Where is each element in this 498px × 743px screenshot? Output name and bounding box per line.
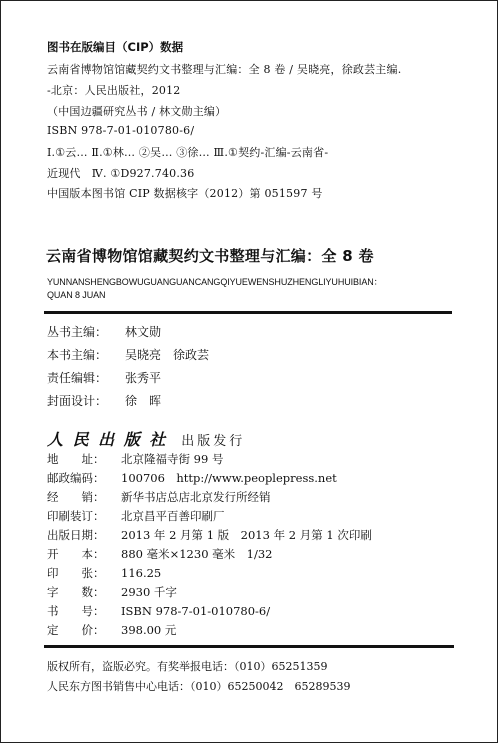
pub-info-value: 北京隆福寺街 99 号 (121, 452, 224, 466)
pub-info-value: ISBN 978-7-01-010780-6/ (121, 604, 271, 618)
pub-info-value: 116.25 (121, 566, 162, 580)
cip-line: 中国版本图书馆 CIP 数据核字（2012）第 051597 号 (47, 187, 323, 200)
divider-rule (44, 311, 452, 314)
credit-row (47, 346, 209, 363)
pub-info-row (47, 584, 177, 600)
pub-info-label: 地 址： (47, 452, 105, 466)
cip-line: 近现代 Ⅳ. ①D927.740.36 (47, 167, 195, 180)
publisher-line (47, 427, 245, 450)
pub-info-value: 398.00 元 (121, 623, 177, 637)
pub-info-row (47, 527, 372, 543)
pub-info-row (47, 470, 337, 486)
cip-heading: 图书在版编目（CIP）数据 (47, 40, 184, 54)
pub-info-value: 880 毫米×1230 毫米 1/32 (121, 547, 273, 561)
credit-value: 徐 晖 (125, 394, 162, 408)
copyright-line: 版权所有，盗版必究。有奖举报电话：（010）65251359 (47, 660, 328, 673)
credit-row (47, 323, 161, 340)
pub-info-row (47, 508, 225, 524)
pub-info-label: 邮政编码： (47, 471, 105, 485)
credit-value: 林文勋 (125, 325, 162, 339)
credit-row (47, 392, 161, 409)
book-title-pinyin-line2: QUAN 8 JUAN (47, 290, 106, 300)
sales-phone-line: 人民东方图书销售中心电话：（010）65250042 65289539 (47, 680, 351, 693)
pub-info-value: 2930 千字 (121, 585, 177, 599)
pub-info-row (47, 622, 176, 638)
pub-info-label: 开 本： (47, 547, 105, 561)
publisher-logo: 人 民 出 版 社 (47, 430, 168, 449)
cip-line: （中国边疆研究丛书 / 林文勋主编） (47, 105, 227, 118)
credit-value: 吴晓亮 徐政芸 (125, 348, 210, 362)
credit-label: 本书主编： (47, 348, 108, 362)
cip-line: -北京：人民出版社，2012 (47, 84, 181, 97)
pub-info-label: 经 销： (47, 490, 105, 504)
publisher-issue: 出版发行 (181, 434, 246, 449)
pub-info-row (47, 603, 270, 619)
pub-info-label: 印刷装订： (47, 509, 105, 523)
pub-info-row (47, 546, 273, 562)
cip-line: Ⅰ.①云… Ⅱ.①林… ②吴… ③徐… Ⅲ.①契约-汇编-云南省- (47, 146, 329, 159)
pub-info-row (47, 565, 161, 581)
pub-info-label: 书 号： (47, 604, 105, 618)
credit-label: 封面设计： (47, 394, 108, 408)
pub-info-value: 新华书店总店北京发行所经销 (121, 490, 271, 504)
cip-line: 云南省博物馆馆藏契约文书整理与汇编：全 8 卷 / 吴晓亮，徐政芸主编. (47, 63, 402, 76)
pub-info-label: 出版日期： (47, 528, 105, 542)
credit-row (47, 369, 161, 386)
cip-line: ISBN 978-7-01-010780-6/ (47, 124, 195, 137)
pub-info-value: 100706 http://www.peoplepress.net (121, 471, 337, 485)
credit-label: 丛书主编： (47, 325, 108, 339)
pub-info-label: 字 数： (47, 585, 105, 599)
pub-info-value: 2013 年 2 月第 1 版 2013 年 2 月第 1 次印刷 (121, 528, 372, 542)
book-title-pinyin-line1: YUNNANSHENGBOWUGUANGUANCANGQIYUEWENSHUZHENGLIYUHUIBIAN： (47, 277, 383, 287)
pub-info-row (47, 489, 271, 505)
pub-info-value: 北京昌平百善印刷厂 (121, 509, 225, 523)
pub-info-row (47, 451, 223, 467)
divider-rule (44, 645, 454, 648)
pub-info-label: 定 价： (47, 623, 105, 637)
credit-label: 责任编辑： (47, 371, 108, 385)
credit-value: 张秀平 (125, 371, 162, 385)
pub-info-label: 印 张： (47, 566, 105, 580)
book-title: 云南省博物馆馆藏契约文书整理与汇编：全 8 卷 (46, 247, 374, 265)
